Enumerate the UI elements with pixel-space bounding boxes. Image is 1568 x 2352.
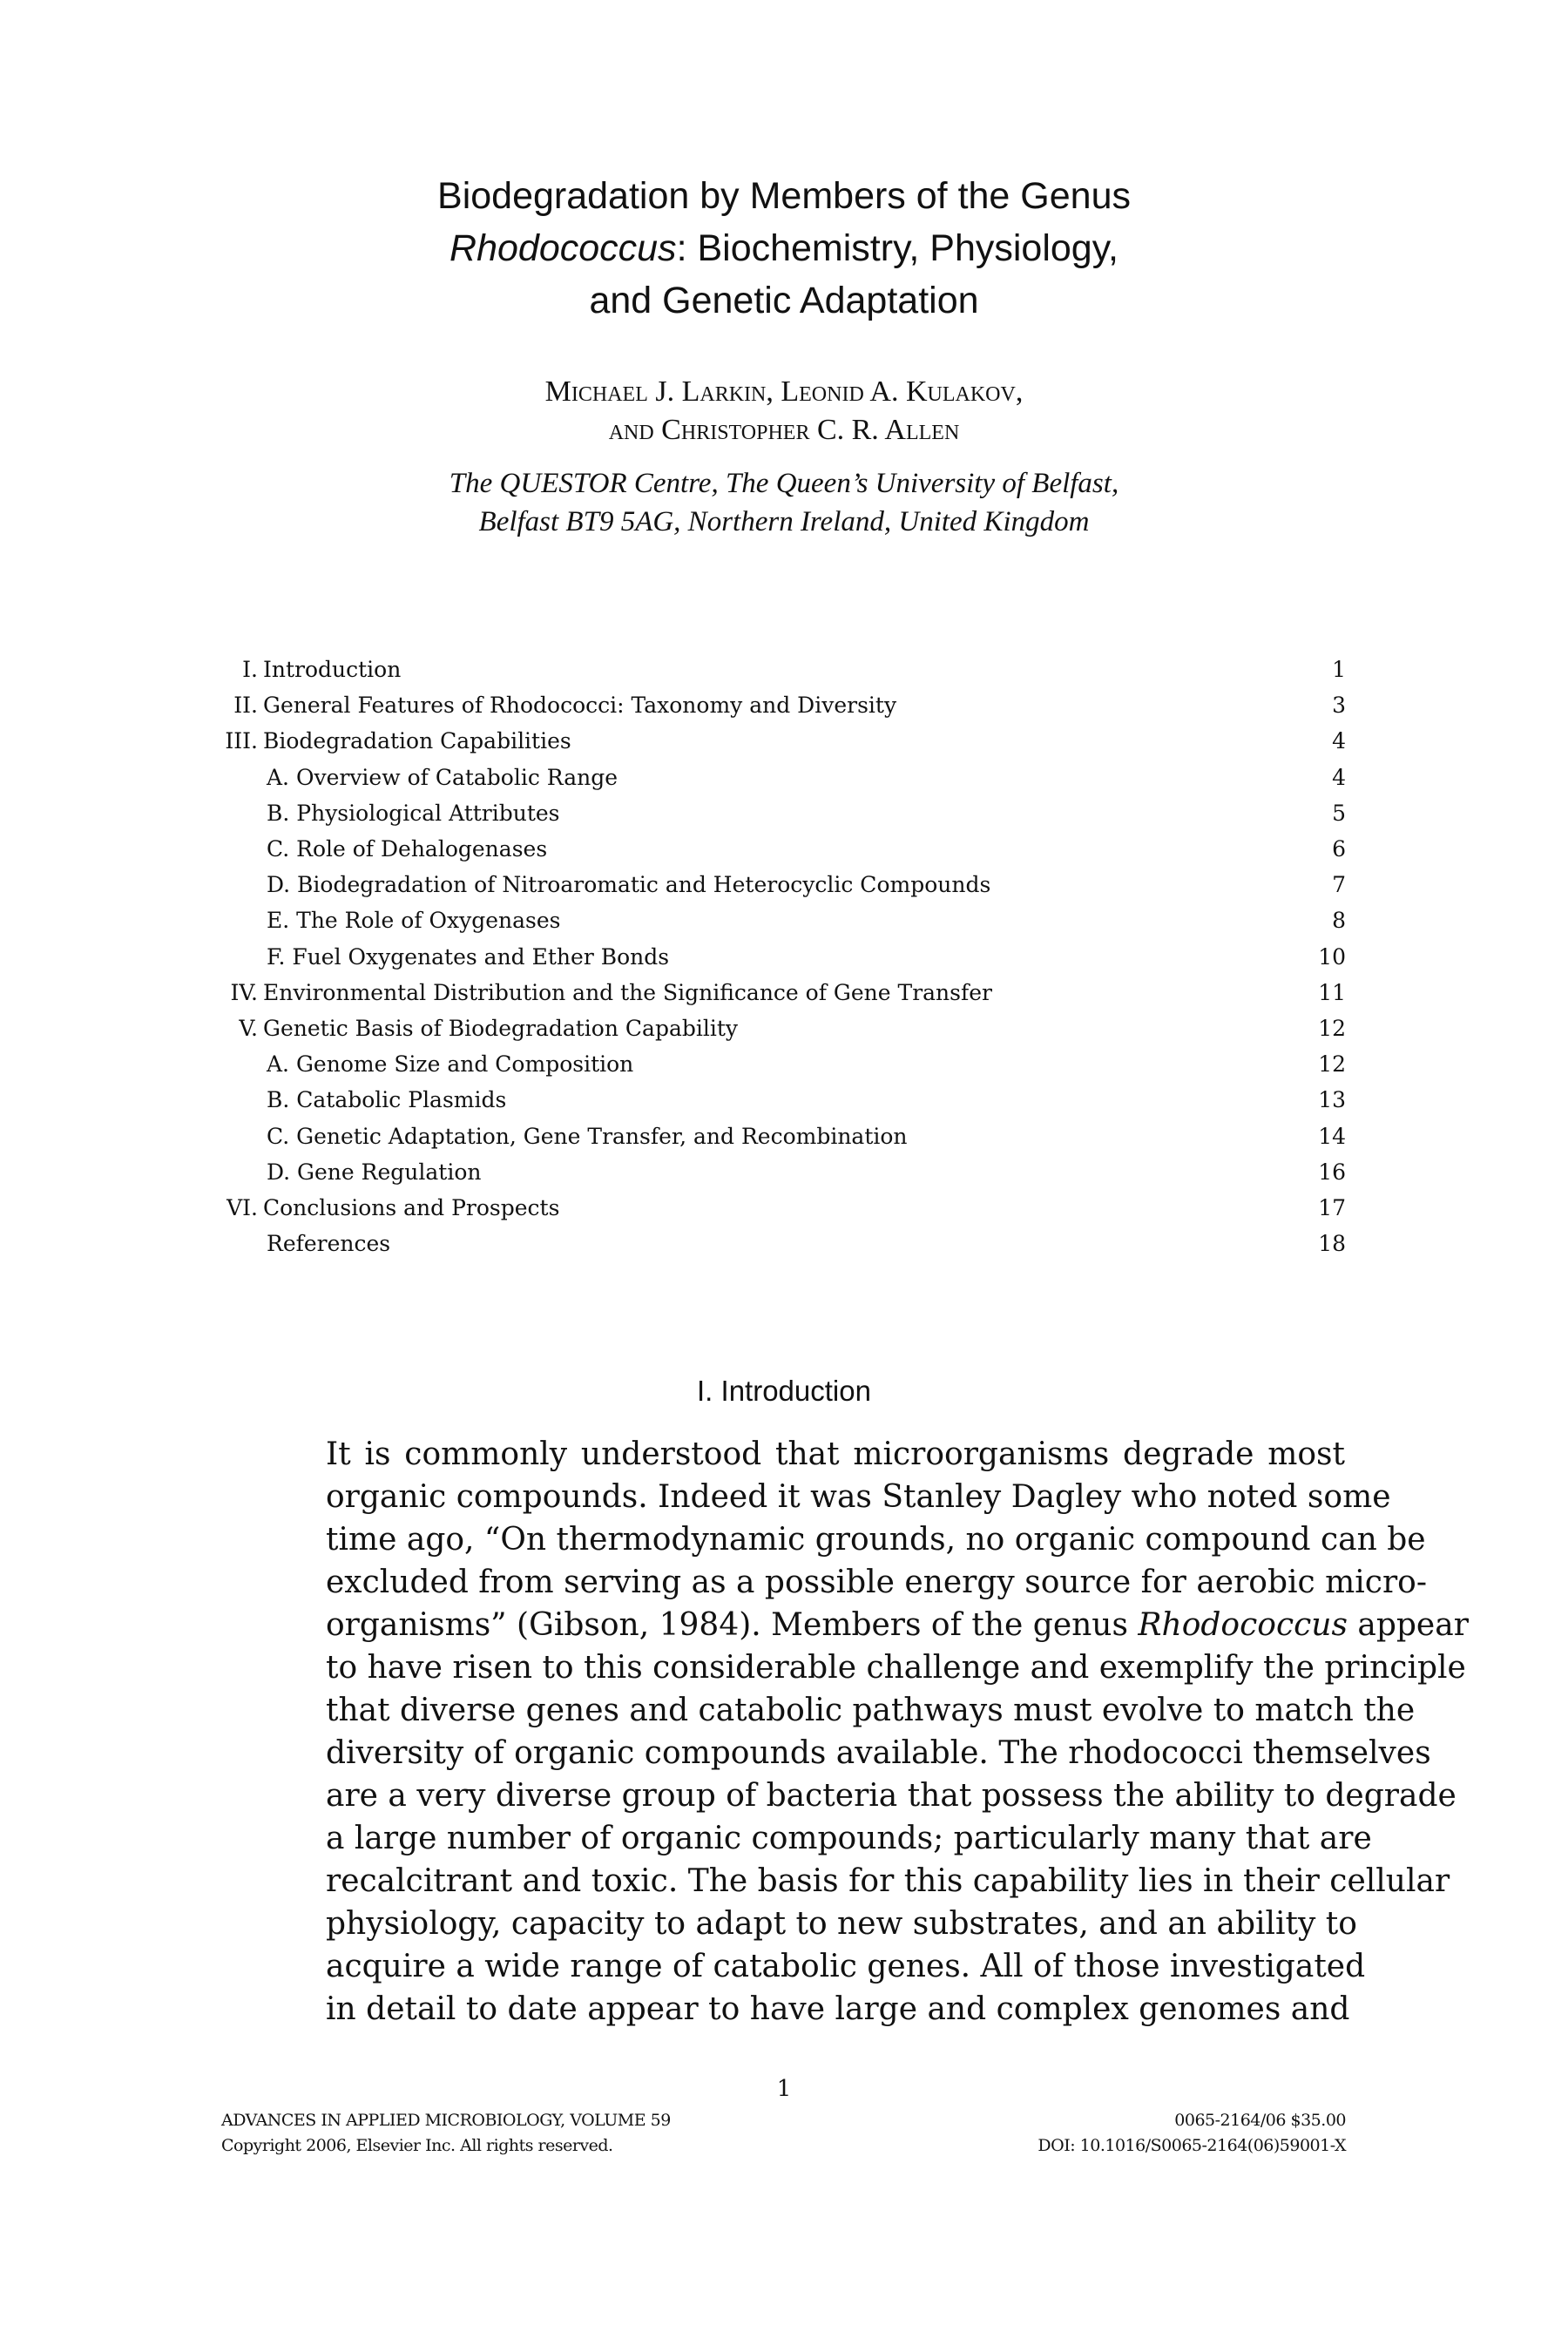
- toc-label: Environmental Distribution and the Significance of Gene Transfer: [263, 979, 992, 1005]
- toc-entry[interactable]: [209, 902, 1346, 938]
- authors-line-2: and Christopher C. R. Allen: [608, 414, 960, 446]
- text-line: to have risen to this considerable challenge and exemplify the principle: [326, 1650, 1466, 1686]
- authors: [0, 373, 1568, 449]
- toc-entry[interactable]: [209, 1082, 1346, 1118]
- toc-entry[interactable]: [209, 1154, 1346, 1190]
- copyright: Copyright 2006, Elsevier Inc. All rights reserved.: [221, 2136, 613, 2155]
- toc-label: References: [267, 1231, 391, 1257]
- text-line: organisms” (Gibson, 1984). Members of the genus Rhodococcus appear: [326, 1607, 1469, 1643]
- toc-entry[interactable]: [209, 975, 1346, 1010]
- toc-label: A. Genome Size and Composition: [267, 1051, 634, 1078]
- genus-name: Rhodococcus: [449, 227, 677, 269]
- text-line: recalcitrant and toxic. The basis for this capability lies in their cellular: [326, 1863, 1450, 1899]
- toc-page: 14: [1318, 1123, 1346, 1149]
- body-paragraph: [326, 1433, 1469, 2031]
- toc-page: 11: [1318, 979, 1346, 1005]
- toc-page: 18: [1318, 1231, 1346, 1257]
- toc-page: 4: [1332, 728, 1346, 754]
- toc-page: 17: [1318, 1194, 1346, 1220]
- toc-entry[interactable]: [209, 1190, 1346, 1226]
- toc-number: IV.: [230, 979, 258, 1005]
- toc-label: C. Role of Dehalogenases: [267, 836, 548, 862]
- doi: DOI: 10.1016/S0065-2164(06)59001-X: [1037, 2136, 1346, 2155]
- toc-page: 16: [1318, 1159, 1346, 1185]
- toc-label: B. Physiological Attributes: [267, 800, 560, 826]
- toc-number: III.: [225, 728, 258, 754]
- price-code: 0065-2164/06 $35.00: [1174, 2111, 1346, 2130]
- toc-page: 13: [1318, 1087, 1346, 1113]
- toc-entry[interactable]: [209, 831, 1346, 867]
- toc-number: I.: [242, 657, 258, 683]
- table-of-contents: [209, 652, 1346, 1261]
- toc-label: D. Gene Regulation: [267, 1159, 482, 1185]
- toc-entry[interactable]: [209, 1226, 1346, 1261]
- article-title: [0, 170, 1568, 327]
- toc-label: E. The Role of Oxygenases: [267, 908, 561, 934]
- toc-label: Conclusions and Prospects: [263, 1194, 560, 1220]
- toc-entry[interactable]: [209, 652, 1346, 687]
- section-heading: I. Introduction: [697, 1375, 871, 1407]
- toc-page: 5: [1332, 800, 1346, 826]
- toc-page: 1: [1332, 657, 1346, 683]
- text-line: It is commonly understood that microorganisms degrade most: [326, 1436, 1345, 1472]
- text-line: are a very diverse group of bacteria that possess the ability to degrade: [326, 1778, 1456, 1814]
- text-line: that diverse genes and catabolic pathways must evolve to match the: [326, 1693, 1416, 1728]
- text-line: time ago, “On thermodynamic grounds, no organic compound can be: [326, 1522, 1426, 1558]
- toc-label: A. Overview of Catabolic Range: [267, 764, 618, 790]
- toc-entry[interactable]: [209, 867, 1346, 902]
- toc-label: B. Catabolic Plasmids: [267, 1087, 507, 1113]
- toc-page: 8: [1332, 908, 1346, 934]
- toc-page: 6: [1332, 836, 1346, 862]
- toc-label: D. Biodegradation of Nitroaromatic and Heterocyclic Compounds: [267, 872, 991, 898]
- text-line: excluded from serving as a possible energy source for aerobic micro-: [326, 1565, 1427, 1600]
- toc-page: 7: [1332, 872, 1346, 898]
- toc-number: V.: [239, 1015, 258, 1041]
- toc-entry[interactable]: [209, 795, 1346, 831]
- toc-page: 10: [1318, 943, 1346, 970]
- toc-page: 12: [1318, 1051, 1346, 1078]
- text-line: acquire a wide range of catabolic genes. All of those investigated: [326, 1949, 1366, 1984]
- title-line-2: [0, 222, 1568, 274]
- text-line: diversity of organic compounds available. The rhodococci themselves: [326, 1735, 1431, 1771]
- toc-number: II.: [233, 693, 258, 719]
- affiliation: [0, 464, 1568, 541]
- toc-page: 3: [1332, 693, 1346, 719]
- toc-number: VI.: [226, 1194, 258, 1220]
- footer-left: [221, 2108, 671, 2159]
- affiliation-line-2: Belfast BT9 5AG, Northern Ireland, United Kingdom: [478, 506, 1090, 537]
- toc-entry[interactable]: [209, 1118, 1346, 1153]
- toc-label: Introduction: [263, 657, 402, 683]
- genus-name: Rhodococcus: [1138, 1607, 1348, 1643]
- title-line-3: and Genetic Adaptation: [589, 280, 979, 321]
- toc-page: 12: [1318, 1015, 1346, 1041]
- journal-info: ADVANCES IN APPLIED MICROBIOLOGY, VOLUME 59: [221, 2111, 671, 2130]
- title-line-2-rest: : Biochemistry, Physiology,: [676, 227, 1119, 269]
- toc-label: Genetic Basis of Biodegradation Capability: [263, 1015, 739, 1041]
- toc-entry[interactable]: [209, 760, 1346, 795]
- toc-label: General Features of Rhodococci: Taxonomy and Diversity: [263, 693, 897, 719]
- text-line: in detail to date appear to have large and complex genomes and: [326, 1991, 1350, 2027]
- toc-label: C. Genetic Adaptation, Gene Transfer, and Recombination: [267, 1123, 908, 1149]
- toc-entry[interactable]: [209, 723, 1346, 759]
- toc-label: Biodegradation Capabilities: [263, 728, 571, 754]
- footer-right: [1037, 2108, 1346, 2159]
- toc-entry[interactable]: [209, 939, 1346, 975]
- page-number: 1: [776, 2076, 792, 2102]
- text-line: organic compounds. Indeed it was Stanley Dagley who noted some: [326, 1479, 1391, 1515]
- toc-label: F. Fuel Oxygenates and Ether Bonds: [267, 943, 670, 970]
- text-line: physiology, capacity to adapt to new substrates, and an ability to: [326, 1906, 1357, 1942]
- toc-page: 4: [1332, 764, 1346, 790]
- text-line: a large number of organic compounds; particularly many that are: [326, 1821, 1372, 1856]
- authors-line-1: Michael J. Larkin, Leonid A. Kulakov,: [544, 375, 1024, 408]
- title-line-1: Biodegradation by Members of the Genus: [437, 175, 1131, 217]
- toc-entry[interactable]: [209, 1010, 1346, 1046]
- toc-entry[interactable]: [209, 1046, 1346, 1082]
- toc-entry[interactable]: [209, 687, 1346, 723]
- affiliation-line-1: The QUESTOR Centre, The Queen’s University of Belfast,: [449, 468, 1119, 499]
